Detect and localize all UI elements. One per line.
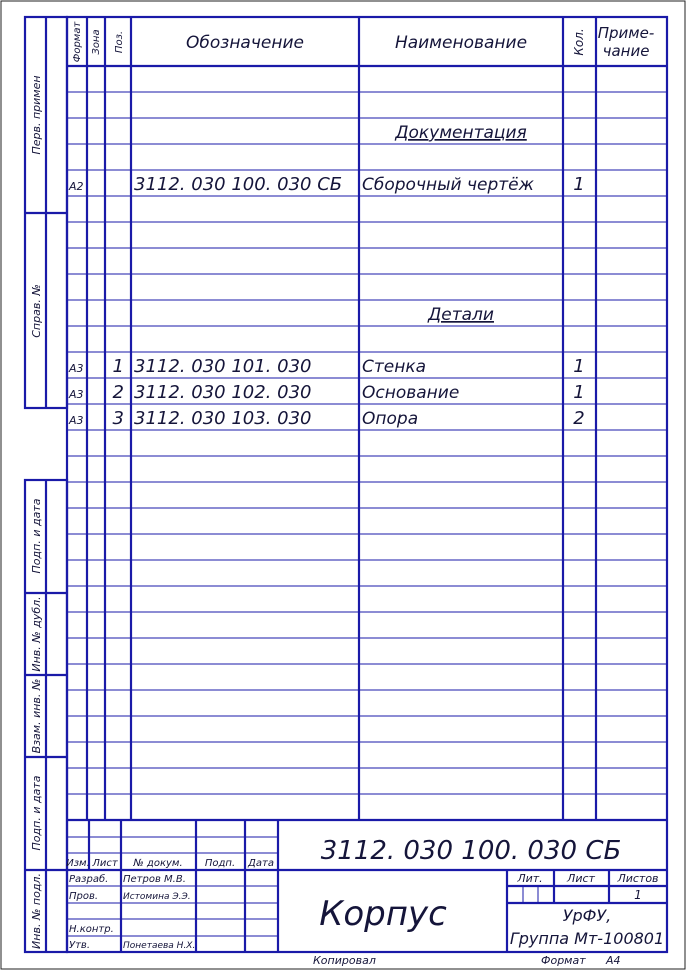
section-heading: Детали [428, 305, 494, 325]
header-pos: Поз. [114, 30, 125, 54]
left-side-strip [25, 17, 67, 952]
cell-name: Опора [362, 409, 419, 429]
main-frame [67, 17, 667, 952]
label-n-kontr: Н.контр. [69, 924, 114, 935]
cell-pos: 3 [112, 408, 124, 429]
header-name: Наименование [394, 33, 528, 53]
side-label-perv-primen: Перв. примен [30, 75, 43, 155]
cell-qty: 1 [573, 356, 585, 377]
footer-format-label: Формат [541, 954, 586, 967]
side-label-podp-data-top: Подп. и дата [30, 498, 43, 574]
label-izm: Изм. [66, 858, 90, 869]
side-label-sprav-no: Справ. № [30, 284, 43, 338]
side-label-vzam-inv: Взам. инв. № [30, 678, 43, 754]
section-heading: Документация [395, 123, 527, 143]
cell-pos: 2 [112, 382, 124, 403]
label-lit: Лит. [517, 872, 543, 885]
header-note-line2: чание [602, 42, 650, 60]
sheet-border [1, 1, 685, 969]
person-utv: Понетаева Н.Х. [123, 941, 196, 951]
cell-name: Сборочный чертёж [362, 175, 534, 195]
footer-format-value: А4 [606, 954, 621, 967]
cell-name: Основание [362, 383, 460, 403]
spec-table [67, 17, 667, 820]
cell-designation: 3112. 030 101. 030 [134, 356, 312, 377]
header-note-line1: Приме- [597, 24, 655, 42]
cell-qty: 2 [573, 408, 585, 429]
row-lines [67, 92, 667, 794]
header-designation: Обозначение [186, 33, 304, 53]
org-line1: УрФУ, [562, 906, 612, 925]
side-label-inv-podl: Инв. № подл. [30, 873, 43, 949]
cell-qty: 1 [573, 174, 585, 195]
doc-code: 3112. 030 100. 030 СБ [320, 836, 622, 866]
header-format: Формат [72, 21, 83, 63]
org-line2: Группа Мт-100801 [509, 929, 665, 948]
row-cells [68, 123, 585, 429]
cell-format: А3 [69, 362, 84, 375]
listov-value: 1 [634, 888, 642, 902]
cell-designation: 3112. 030 100. 030 СБ [134, 174, 343, 195]
title-block [66, 820, 667, 952]
cell-name: Стенка [362, 357, 427, 377]
label-doc-no: № докум. [133, 858, 183, 869]
label-utv: Утв. [69, 940, 90, 951]
side-label-podp-data-bottom: Подп. и дата [30, 775, 43, 851]
header-qty: Кол. [572, 28, 586, 56]
cell-format: А3 [69, 414, 84, 427]
label-data: Дата [248, 858, 274, 869]
cell-format: А2 [69, 180, 84, 193]
cell-designation: 3112. 030 102. 030 [134, 382, 312, 403]
person-razrab: Петров М.В. [123, 874, 186, 885]
label-list2: Лист [567, 872, 595, 885]
product-name: Корпус [319, 894, 447, 934]
cell-qty: 1 [573, 382, 585, 403]
cell-pos: 1 [112, 356, 124, 377]
label-list: Лист [92, 858, 118, 869]
person-prov: Истомина Э.Э. [123, 892, 191, 902]
cell-designation: 3112. 030 103. 030 [134, 408, 312, 429]
label-razrab: Разраб. [69, 874, 109, 885]
side-label-inv-dubl: Инв. № дубл. [30, 596, 43, 672]
footer-copied: Копировал [313, 954, 376, 967]
label-prov: Пров. [69, 891, 99, 902]
label-podp: Подп. [204, 858, 236, 869]
header-zone: Зона [91, 29, 102, 55]
cell-format: А3 [69, 388, 84, 401]
label-listov: Листов [617, 872, 659, 885]
